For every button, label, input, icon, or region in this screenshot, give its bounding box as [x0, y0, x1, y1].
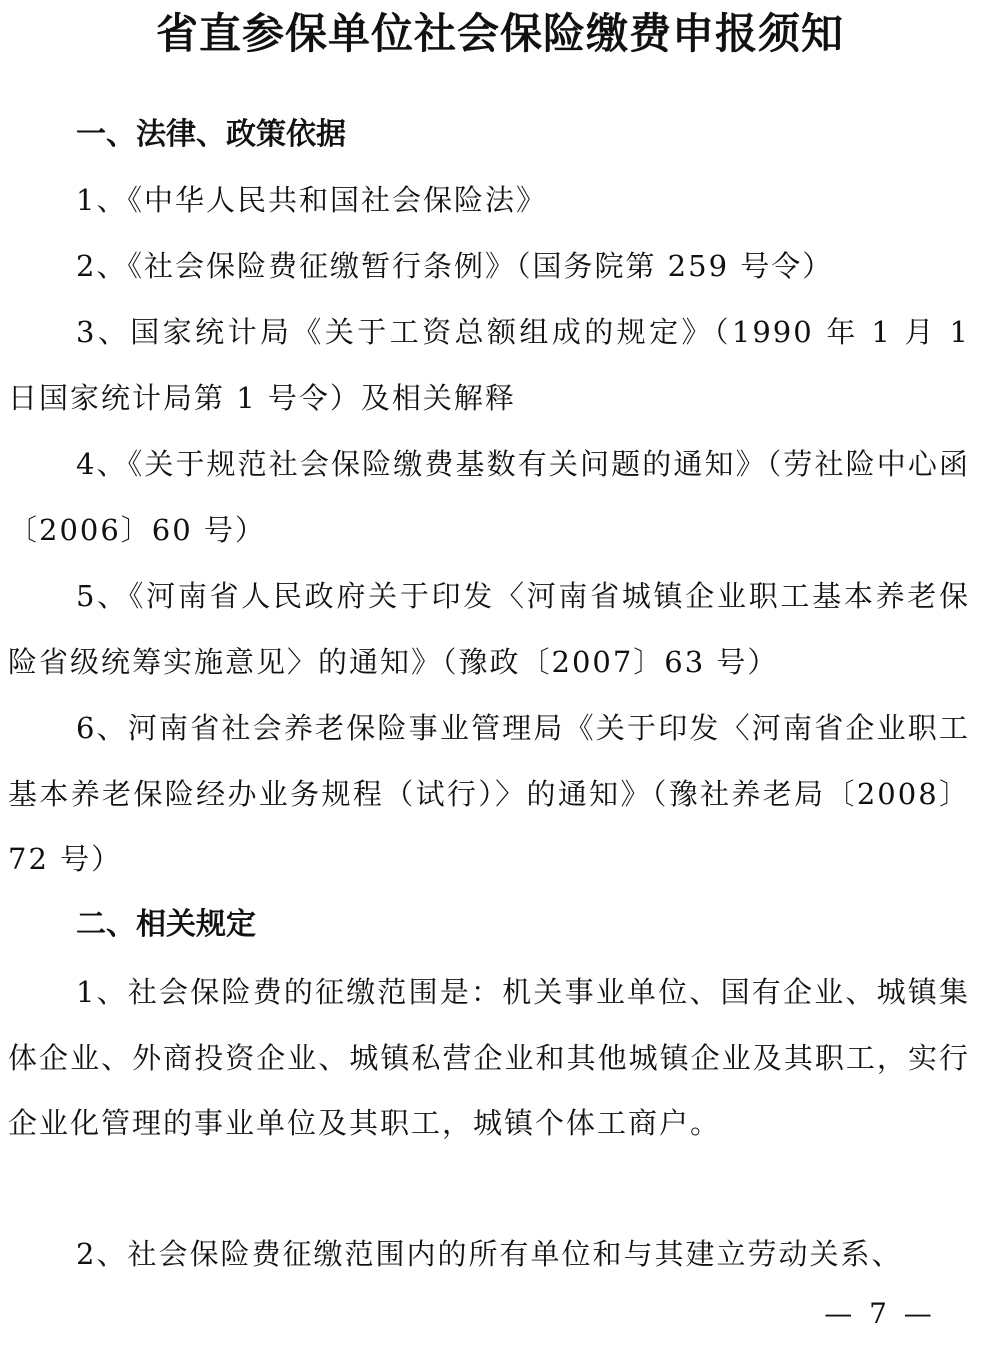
page-number: — 7 —	[824, 1297, 936, 1330]
legal-basis-item-4: 4、《关于规范社会保险缴费基数有关问题的通知》（劳社险中心函〔2006〕60 号）	[8, 447, 970, 547]
legal-basis-item-5: 5、《河南省人民政府关于印发〈河南省城镇企业职工基本养老保险省级统筹实施意见〉的通知》（豫政〔2007〕63 号）	[8, 579, 970, 679]
related-rules-item-2: 2、社会保险费征缴范围内的所有单位和与其建立劳动关系、	[76, 1237, 903, 1271]
related-rules-item-1: 1、社会保险费的征缴范围是：机关事业单位、国有企业、城镇集体企业、外商投资企业、城镇私营企业和其他城镇企业及其职工，实行企业化管理的事业单位及其职工，城镇个体工商户。	[8, 975, 970, 1140]
section-heading-legal-basis: 一、法律、政策依据	[76, 117, 346, 152]
legal-basis-item-6: 6、河南省社会养老保险事业管理局《关于印发〈河南省企业职工基本养老保险经办业务规程（试行）〉的通知》（豫社养老局〔2008〕72 号）	[8, 711, 970, 876]
section-heading-related-rules: 二、相关规定	[76, 907, 256, 942]
legal-basis-item-2: 2、《社会保险费征缴暂行条例》（国务院第 259 号令）	[76, 249, 834, 283]
legal-basis-item-1: 1、《中华人民共和国社会保险法》	[76, 183, 547, 217]
legal-basis-item-3: 3、国家统计局《关于工资总额组成的规定》（1990 年 1 月 1 日国家统计局第 1 号令）及相关解释	[8, 315, 970, 415]
document-title: 省直参保单位社会保险缴费申报须知	[155, 9, 844, 58]
